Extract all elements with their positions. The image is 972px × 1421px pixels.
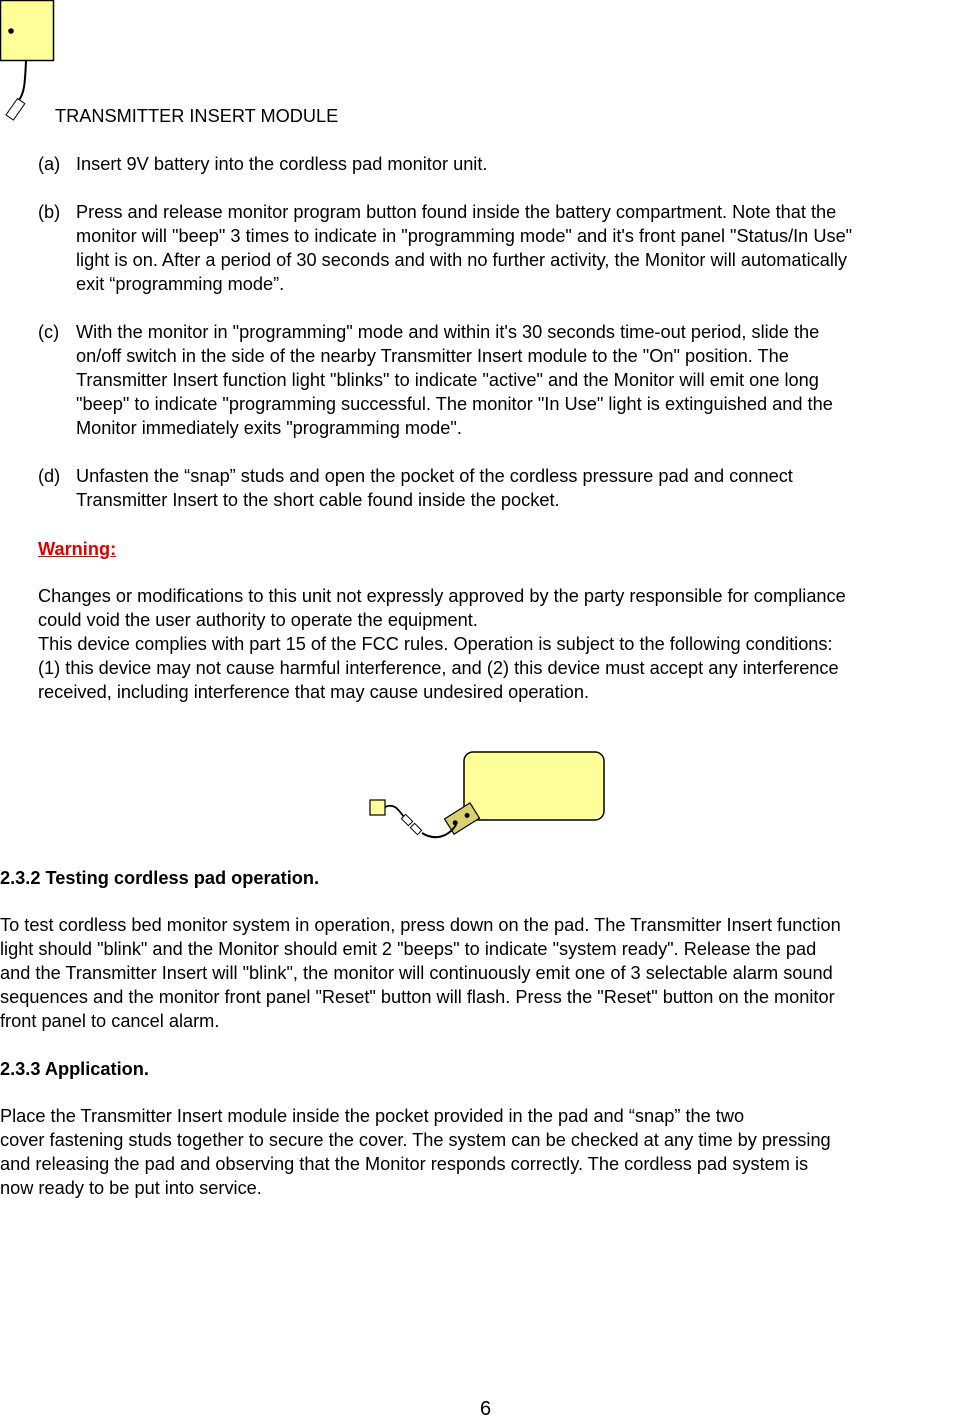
small-module — [370, 800, 385, 815]
step-c-line-4: "beep" to indicate "programming successful. The monitor "In Use" light is extinguished and the — [76, 394, 833, 414]
section-233-line: now ready to be put into service. — [0, 1178, 262, 1198]
step-c-line-2: on/off switch in the side of the nearby Transmitter Insert module to the "On" position. The — [76, 346, 789, 366]
section-232-line: light should "blink" and the Monitor should emit 2 "beeps" to indicate "system ready". Release the pad — [0, 939, 817, 959]
warning-title: Warning: — [38, 539, 117, 559]
step-d-line-1: Unfasten the “snap” studs and open the pocket of the cordless pressure pad and connect — [76, 466, 793, 486]
section-233-line: Place the Transmitter Insert module inside the pocket provided in the pad and “snap” the two — [0, 1106, 745, 1126]
connector-icon — [410, 823, 421, 834]
module-light-dot — [8, 28, 14, 34]
module-title: TRANSMITTER INSERT MODULE — [55, 106, 339, 126]
warning-line: could void the user authority to operate the equipment. — [38, 610, 478, 630]
warning-line: received, including interference that may cause undesired operation. — [38, 682, 590, 702]
section-232-line: To test cordless bed monitor system in operation, press down on the pad. The Transmitter Insert function — [0, 915, 841, 935]
section-232-line: and the Transmitter Insert will "blink", the monitor will continuously emit one of 3 selectable alarm sound — [0, 963, 833, 983]
step-d-line-2: Transmitter Insert to the short cable found inside the pocket. — [76, 490, 560, 510]
module-connector — [6, 99, 25, 121]
step-a-line-1: Insert 9V battery into the cordless pad monitor unit. — [76, 154, 488, 174]
step-label: (d) — [38, 466, 61, 486]
section-232-line: sequences and the monitor front panel "Reset" button will flash. Press the "Reset" button on the monitor — [0, 987, 835, 1007]
warning-line: (1) this device may not cause harmful interference, and (2) this device must accept any interference — [38, 658, 839, 678]
cordless-pad-illustration — [360, 745, 615, 845]
step-c-line-1: With the monitor in "programming" mode and within it's 30 seconds time-out period, slide the — [76, 322, 820, 342]
step-c-line-5: Monitor immediately exits "programming mode". — [76, 418, 462, 438]
step-label: (b) — [38, 202, 61, 222]
warning-line: Changes or modifications to this unit not expressly approved by the party responsible for compliance — [38, 586, 846, 606]
module-cable — [19, 61, 26, 100]
step-b-line-4: exit “programming mode”. — [76, 274, 285, 294]
section-233-line: and releasing the pad and observing that the Monitor responds correctly. The cordless pad system is — [0, 1154, 809, 1174]
step-label: (c) — [38, 322, 60, 342]
cordless-pad — [464, 752, 604, 820]
warning-line: This device complies with part 15 of the FCC rules. Operation is subject to the following conditions: — [38, 634, 833, 654]
small-module-cable — [385, 806, 404, 817]
step-b-line-3: light is on. After a period of 30 seconds and with no further activity, the Monitor will automatically — [76, 250, 847, 270]
step-b-line-1: Press and release monitor program button found inside the battery compartment. Note that the — [76, 202, 837, 222]
section-233-heading: 2.3.3 Application. — [0, 1059, 149, 1079]
step-b-line-2: monitor will "beep" 3 times to indicate in "programming mode" and it's front panel "Status/In Use" — [76, 226, 853, 246]
section-233-line: cover fastening studs together to secure the cover. The system can be checked at any time by pressing — [0, 1130, 831, 1150]
section-232-heading: 2.3.2 Testing cordless pad operation. — [0, 868, 320, 888]
step-c-line-3: Transmitter Insert function light "blinks" to indicate "active" and the Monitor will emit one long — [76, 370, 819, 390]
section-232-line: front panel to cancel alarm. — [0, 1011, 220, 1031]
transmitter-module-illustration — [0, 0, 60, 130]
page-number: 6 — [480, 1398, 492, 1420]
step-label: (a) — [38, 154, 61, 174]
